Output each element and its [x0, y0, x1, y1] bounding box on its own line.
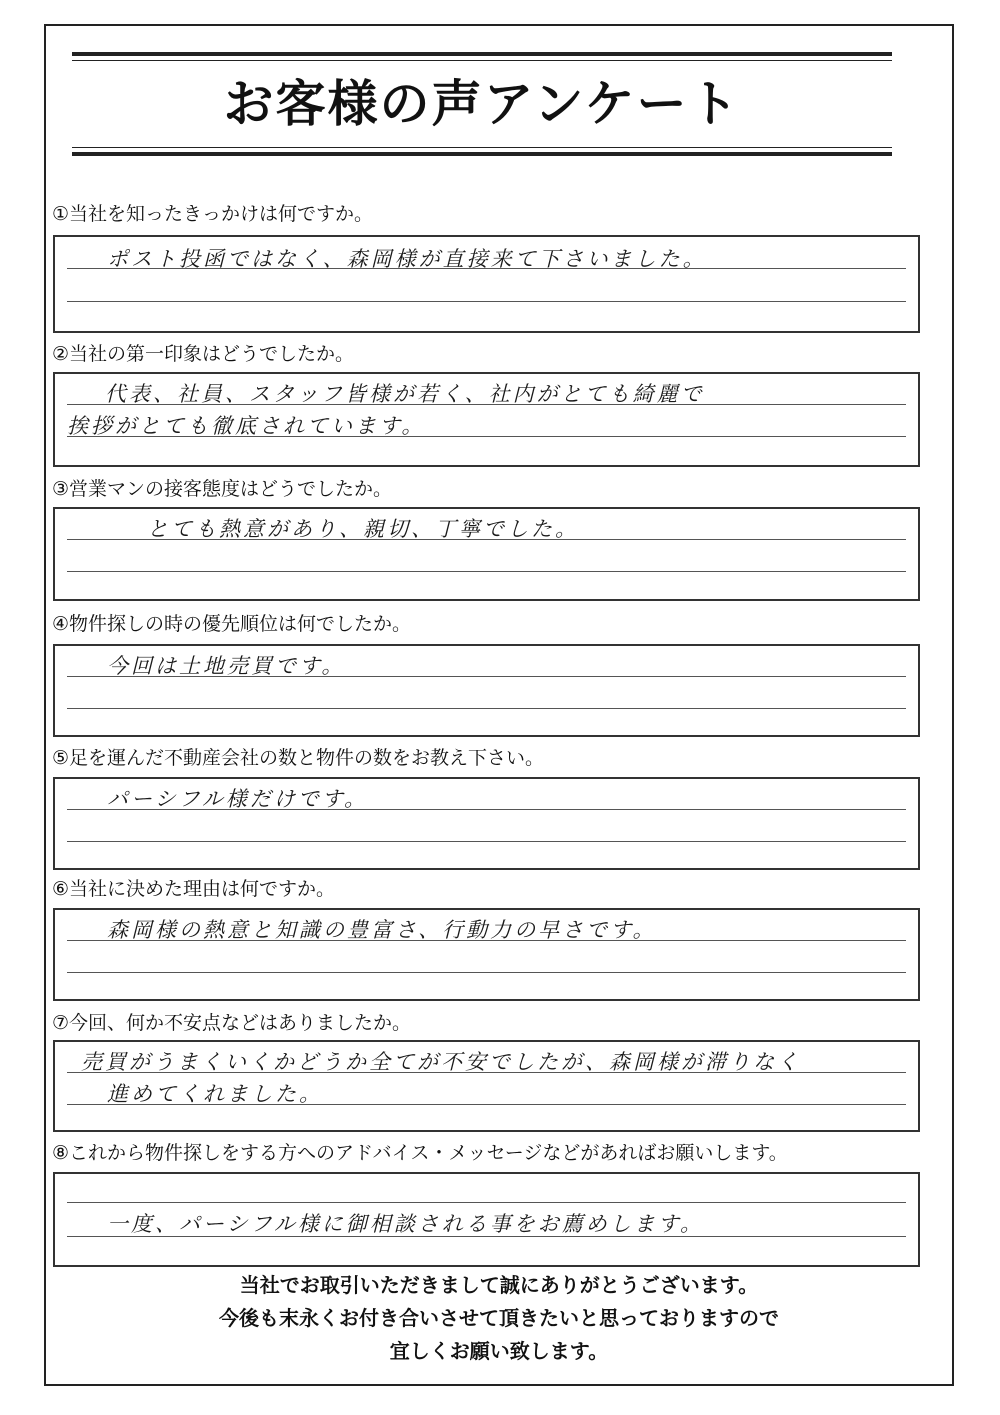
- question-4-label: ④物件探しの時の優先順位は何でしたか。: [52, 613, 412, 635]
- answer-line: [67, 571, 906, 572]
- page-title: お客様の声アンケート: [223, 75, 741, 133]
- question-3-label: ③営業マンの接客態度はどうでしたか。: [52, 478, 393, 500]
- answer-box-1: [53, 235, 920, 333]
- answer-line: [67, 708, 906, 709]
- closing-line-1: 当社でお取引いただきまして誠にありがとうございます。: [239, 1273, 759, 1297]
- question-6-label: ⑥当社に決めた理由は何ですか。: [52, 878, 336, 900]
- answer-box-4: [53, 644, 920, 737]
- title-rule-bottom: [72, 152, 892, 156]
- question-8-label: ⑧これから物件探しをする方へのアドバイス・メッセージなどがあればお願いします。: [52, 1142, 788, 1164]
- answer-box-6: [53, 908, 920, 1001]
- question-5-label: ⑤足を運んだ不動産会社の数と物件の数をお教え下さい。: [52, 747, 545, 769]
- answer-2-line-2: 挨拶がとても徹底されています。: [67, 414, 426, 438]
- answer-7-line-2: 進めてくれました。: [107, 1082, 323, 1106]
- closing-line-3: 宜しくお願い致します。: [389, 1339, 609, 1363]
- answer-1-line-1: ポスト投函ではなく、森岡様が直接来て下さいました。: [107, 247, 707, 271]
- title-rule-top: [72, 52, 892, 56]
- answer-line: [67, 972, 906, 973]
- title-rule-top-thin: [72, 60, 892, 61]
- answer-box-5: [53, 777, 920, 870]
- question-2-label: ②当社の第一印象はどうでしたか。: [52, 343, 355, 365]
- closing-line-2: 今後も末永くお付き合いさせて頂きたいと思っておりますので: [219, 1306, 779, 1330]
- answer-4-line-1: 今回は土地売買です。: [107, 654, 346, 678]
- answer-box-8: [53, 1172, 920, 1267]
- answer-box-2: [53, 372, 920, 467]
- answer-2-line-1: 代表、社員、スタッフ皆様が若く、社内がとても綺麗で: [105, 382, 705, 406]
- question-1-label: ①当社を知ったきっかけは何ですか。: [52, 203, 374, 225]
- answer-line: [67, 1202, 906, 1203]
- answer-3-line-1: とても熱意があり、親切、丁寧でした。: [147, 517, 579, 541]
- answer-line: [67, 841, 906, 842]
- answer-8-line-2: 一度、パーシフル様に御相談される事をお薦めします。: [107, 1212, 705, 1236]
- answer-line: [67, 301, 906, 302]
- answer-box-7: [53, 1040, 920, 1132]
- answer-6-line-1: 森岡様の熱意と知識の豊富さ、行動力の早さです。: [107, 918, 657, 942]
- answer-box-3: [53, 507, 920, 601]
- question-7-label: ⑦今回、何か不安点などはありましたか。: [52, 1012, 412, 1034]
- answer-5-line-1: パーシフル様だけです。: [107, 787, 369, 811]
- title-rule-bottom-thin: [72, 147, 892, 148]
- answer-7-line-1: 売買がうまくいくかどうか全てが不安でしたが、森岡様が滞りなく: [81, 1050, 801, 1074]
